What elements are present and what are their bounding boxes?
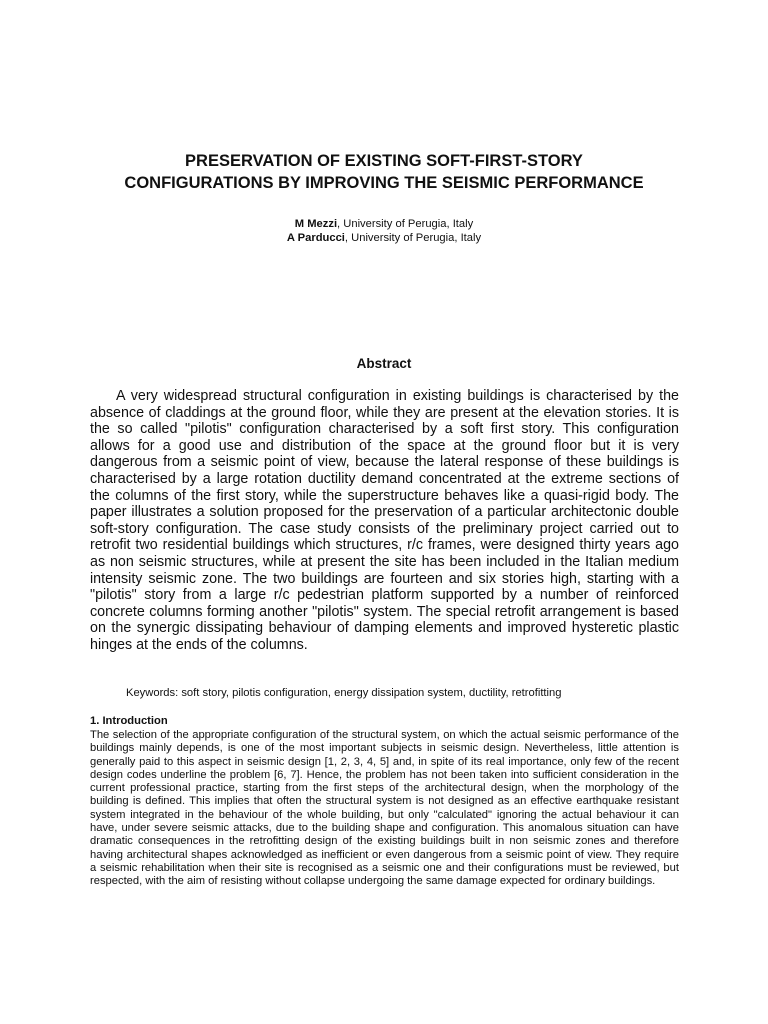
author-name: A Parducci: [286, 232, 345, 244]
author-entry: [0, 231, 768, 245]
abstract-text: A very widespread structural configuration in existing buildings is characterised by the absence of claddings at the ground floor, while they are present at the elevation stories. It is the so called "pilotis" configuration characterised by a soft first story. This configuration allows for a good use and distribution of the space at the ground floor but it is very dangerous from a seismic point of view, because the lateral response of these buildings is characterised by a large rotation ductility demand concentrated at the extreme sections of the columns of the first story, while the superstructure behaves like a quasi-rigid body. The paper illustrates a solution proposed for the preservation of a particular architectonic double soft-story configuration. The case study consists of the preliminary project carried out to retrofit two residential buildings which structures, r/c frames, were designed thirty years ago as non seismic structures, while at present the site has been included in the Italian medium intensity seismic zone. The two buildings are fourteen and six stories high, starting with a "pilotis" story from a large r/c pedestrian platform supported by a number of reinforced concrete columns forming another "pilotis" system. The special retrofit arrangement is based on the synergic dissipating behaviour of damping elements and improved hysteretic plastic hinges at the ends of the columns.: [90, 388, 679, 653]
introduction-heading: 1. Introduction: [90, 715, 168, 727]
introduction-text: The selection of the appropriate configuration of the structural system, on which the actual seismic performance of the buildings mainly depends, is one of the most important subjects in seismic design. Nevertheless, little attention is generally paid to this aspect in seismic design [1, 2, 3, 4, 5] and, in spite of its real importance, only few of the recent design codes underline the problem [6, 7]. Hence, the problem has not been taken into sufficient consideration in the current professional practice, starting from the first steps of the architectural design, when the morphology of the building is defined. This implies that often the structural system is not designed as an effective earthquake resistant system integrated in the behaviour of the whole building, but only "calculated" ignoring the actual behaviour it can have, under severe seismic attacks, due to the building shape and configuration. This anomalous situation can have dramatic consequences in the retrofitting design of the existing buildings built in non seismic zones and therefore having architectural shapes acknowledged as inefficient or even dangerous from a seismic point of view. They require a seismic rehabilitation when their site is recognised as a seismic one and their configurations must be reviewed, but respected, with the aim of resisting without collapse undergoing the same damage expected for ordinary buildings.: [90, 729, 679, 888]
author-entry: [0, 217, 768, 231]
keywords: Keywords: soft story, pilotis configuration, energy dissipation system, ductility, retrofitting: [126, 687, 562, 699]
paper-title-line-1: PRESERVATION OF EXISTING SOFT-FIRST-STORY: [185, 152, 583, 170]
author-list: [0, 217, 768, 245]
author-affiliation: , University of Perugia, Italy: [344, 232, 482, 244]
paper-title: [0, 150, 768, 194]
author-affiliation: , University of Perugia, Italy: [337, 218, 474, 230]
paper-title-line-2: CONFIGURATIONS BY IMPROVING THE SEISMIC PERFORMANCE: [124, 174, 644, 192]
author-name: M Mezzi: [294, 218, 338, 230]
abstract-heading: Abstract: [356, 356, 412, 371]
